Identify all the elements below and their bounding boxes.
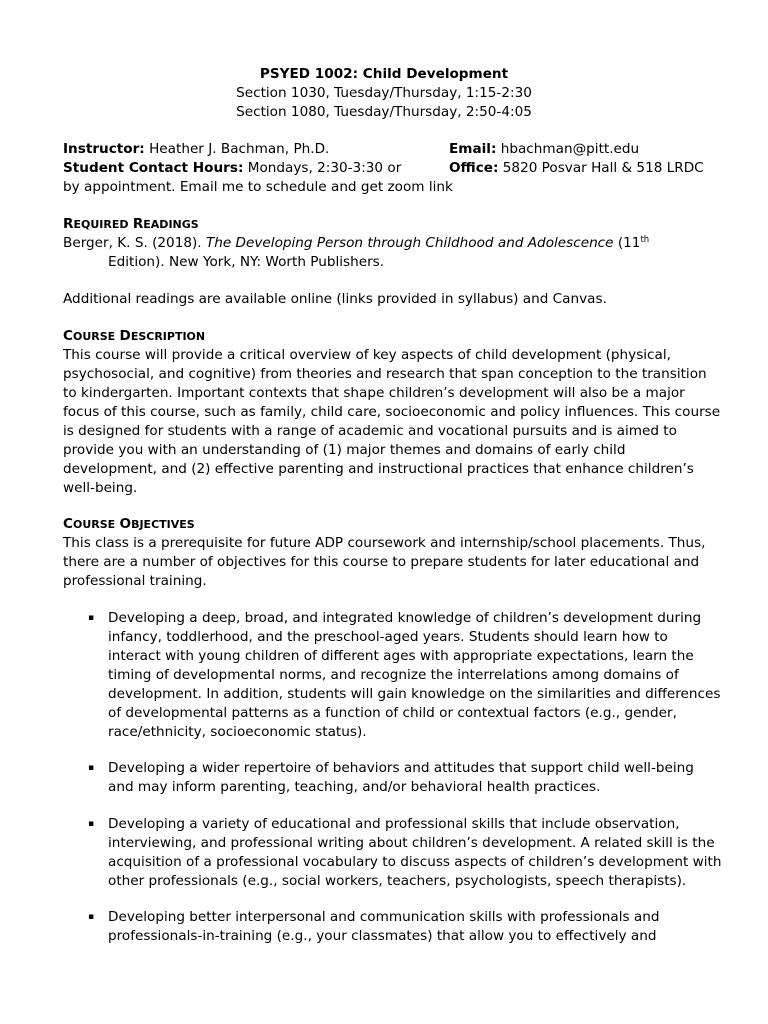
objectives-intro-line: This class is a prerequisite for future ADP coursework and internship/school placements. Thus, bbox=[63, 535, 706, 551]
citation-continuation: Edition). New York, NY: Worth Publishers. bbox=[108, 254, 385, 270]
citation-title: The Developing Person through Childhood and Adolescence bbox=[205, 235, 614, 251]
objective-1-line: race/ethnicity, socioeconomic status). bbox=[108, 724, 367, 740]
required-readings-heading: REQUIRED READINGS bbox=[63, 216, 199, 232]
email-address: hbachman@pitt.edu bbox=[500, 141, 640, 157]
email-line bbox=[449, 140, 639, 159]
description-line: is designed for students with a range of academic and vocational pursuits and is aimed to bbox=[63, 423, 677, 439]
objective-4-line: Developing better interpersonal and communication skills with professionals and bbox=[108, 909, 660, 925]
objective-3-line: interviewing, and professional writing about children’s development. A related skill is the bbox=[108, 835, 715, 851]
instructor-line bbox=[63, 140, 329, 159]
citation-edition: (11th bbox=[617, 235, 650, 251]
bullet-icon: ▪ bbox=[88, 912, 95, 922]
course-objectives-heading: COURSE OBJECTIVES bbox=[63, 516, 195, 532]
objective-1-line: of developmental patterns as a function of child or contextual factors (e.g., gender, bbox=[108, 705, 677, 721]
bullet-icon: ▪ bbox=[88, 763, 95, 773]
description-line: provide you with an understanding of (1) major themes and domains of early child bbox=[63, 442, 626, 458]
objective-3-line: other professionals (e.g., social workers, teachers, psychologists, speech therapists). bbox=[108, 873, 687, 889]
objective-3-line: Developing a variety of educational and professional skills that include observation, bbox=[108, 816, 680, 832]
objective-2-line: Developing a wider repertoire of behaviors and attitudes that support child well-being bbox=[108, 760, 694, 776]
appointment-note: by appointment. Email me to schedule and get zoom link bbox=[63, 179, 453, 195]
bullet-icon: ▪ bbox=[88, 819, 95, 829]
contact-hours-value: Mondays, 2:30-3:30 or bbox=[247, 160, 402, 176]
objective-1-line: timing of developmental norms, and recognize the interrelations among domains of bbox=[108, 667, 679, 683]
email-label: Email: bbox=[449, 141, 497, 157]
citation-author: Berger, K. S. (2018). bbox=[63, 235, 202, 251]
section-line-2: Section 1080, Tuesday/Thursday, 2:50-4:05 bbox=[236, 104, 532, 120]
objective-1-line: development. In addition, students will gain knowledge on the similarities and differences bbox=[108, 686, 721, 702]
objective-1-line: Developing a deep, broad, and integrated knowledge of children’s development during bbox=[108, 610, 702, 626]
section-line-1: Section 1030, Tuesday/Thursday, 1:15-2:30 bbox=[236, 85, 532, 101]
description-line: to kindergarten. Important contexts that shape children’s development will also be a major bbox=[63, 385, 685, 401]
textbook-citation bbox=[63, 234, 649, 253]
objective-3-line: acquisition of a professional vocabulary to discuss aspects of children’s development with bbox=[108, 854, 722, 870]
contact-hours-label: Student Contact Hours: bbox=[63, 160, 244, 176]
bullet-icon: ▪ bbox=[88, 613, 95, 623]
objective-2-line: and may inform parenting, teaching, and/or behavioral health practices. bbox=[108, 779, 601, 795]
description-line: focus of this course, such as family, child care, socioeconomic and policy influences. This course bbox=[63, 404, 721, 420]
instructor-name: Heather J. Bachman, Ph.D. bbox=[149, 141, 330, 157]
objective-1-line: infancy, toddlerhood, and the preschool-aged years. Students should learn how to bbox=[108, 629, 668, 645]
objectives-intro-line: there are a number of objectives for this course to prepare students for later educational and bbox=[63, 554, 700, 570]
description-line: development, and (2) effective parenting and instructional practices that enhance children’s bbox=[63, 461, 694, 477]
office-value: 5820 Posvar Hall & 518 LRDC bbox=[502, 160, 704, 176]
objective-4-line: professionals-in-training (e.g., your classmates) that allow you to effectively and bbox=[108, 928, 657, 944]
description-line: well-being. bbox=[63, 480, 138, 496]
objectives-intro-line: professional training. bbox=[63, 573, 207, 589]
contact-hours-line bbox=[63, 159, 401, 178]
description-line: This course will provide a critical overview of key aspects of child development (physical, bbox=[63, 347, 671, 363]
course-title: PSYED 1002: Child Development bbox=[259, 66, 509, 82]
office-label: Office: bbox=[449, 160, 499, 176]
objective-1-line: interact with young children of different ages with appropriate expectations, learn the bbox=[108, 648, 694, 664]
additional-readings: Additional readings are available online (links provided in syllabus) and Canvas. bbox=[63, 291, 607, 307]
office-line bbox=[449, 159, 704, 178]
instructor-label: Instructor: bbox=[63, 141, 145, 157]
description-line: psychosocial, and cognitive) from theories and research that span conception to the transition bbox=[63, 366, 707, 382]
course-description-heading: COURSE DESCRIPTION bbox=[63, 328, 206, 344]
